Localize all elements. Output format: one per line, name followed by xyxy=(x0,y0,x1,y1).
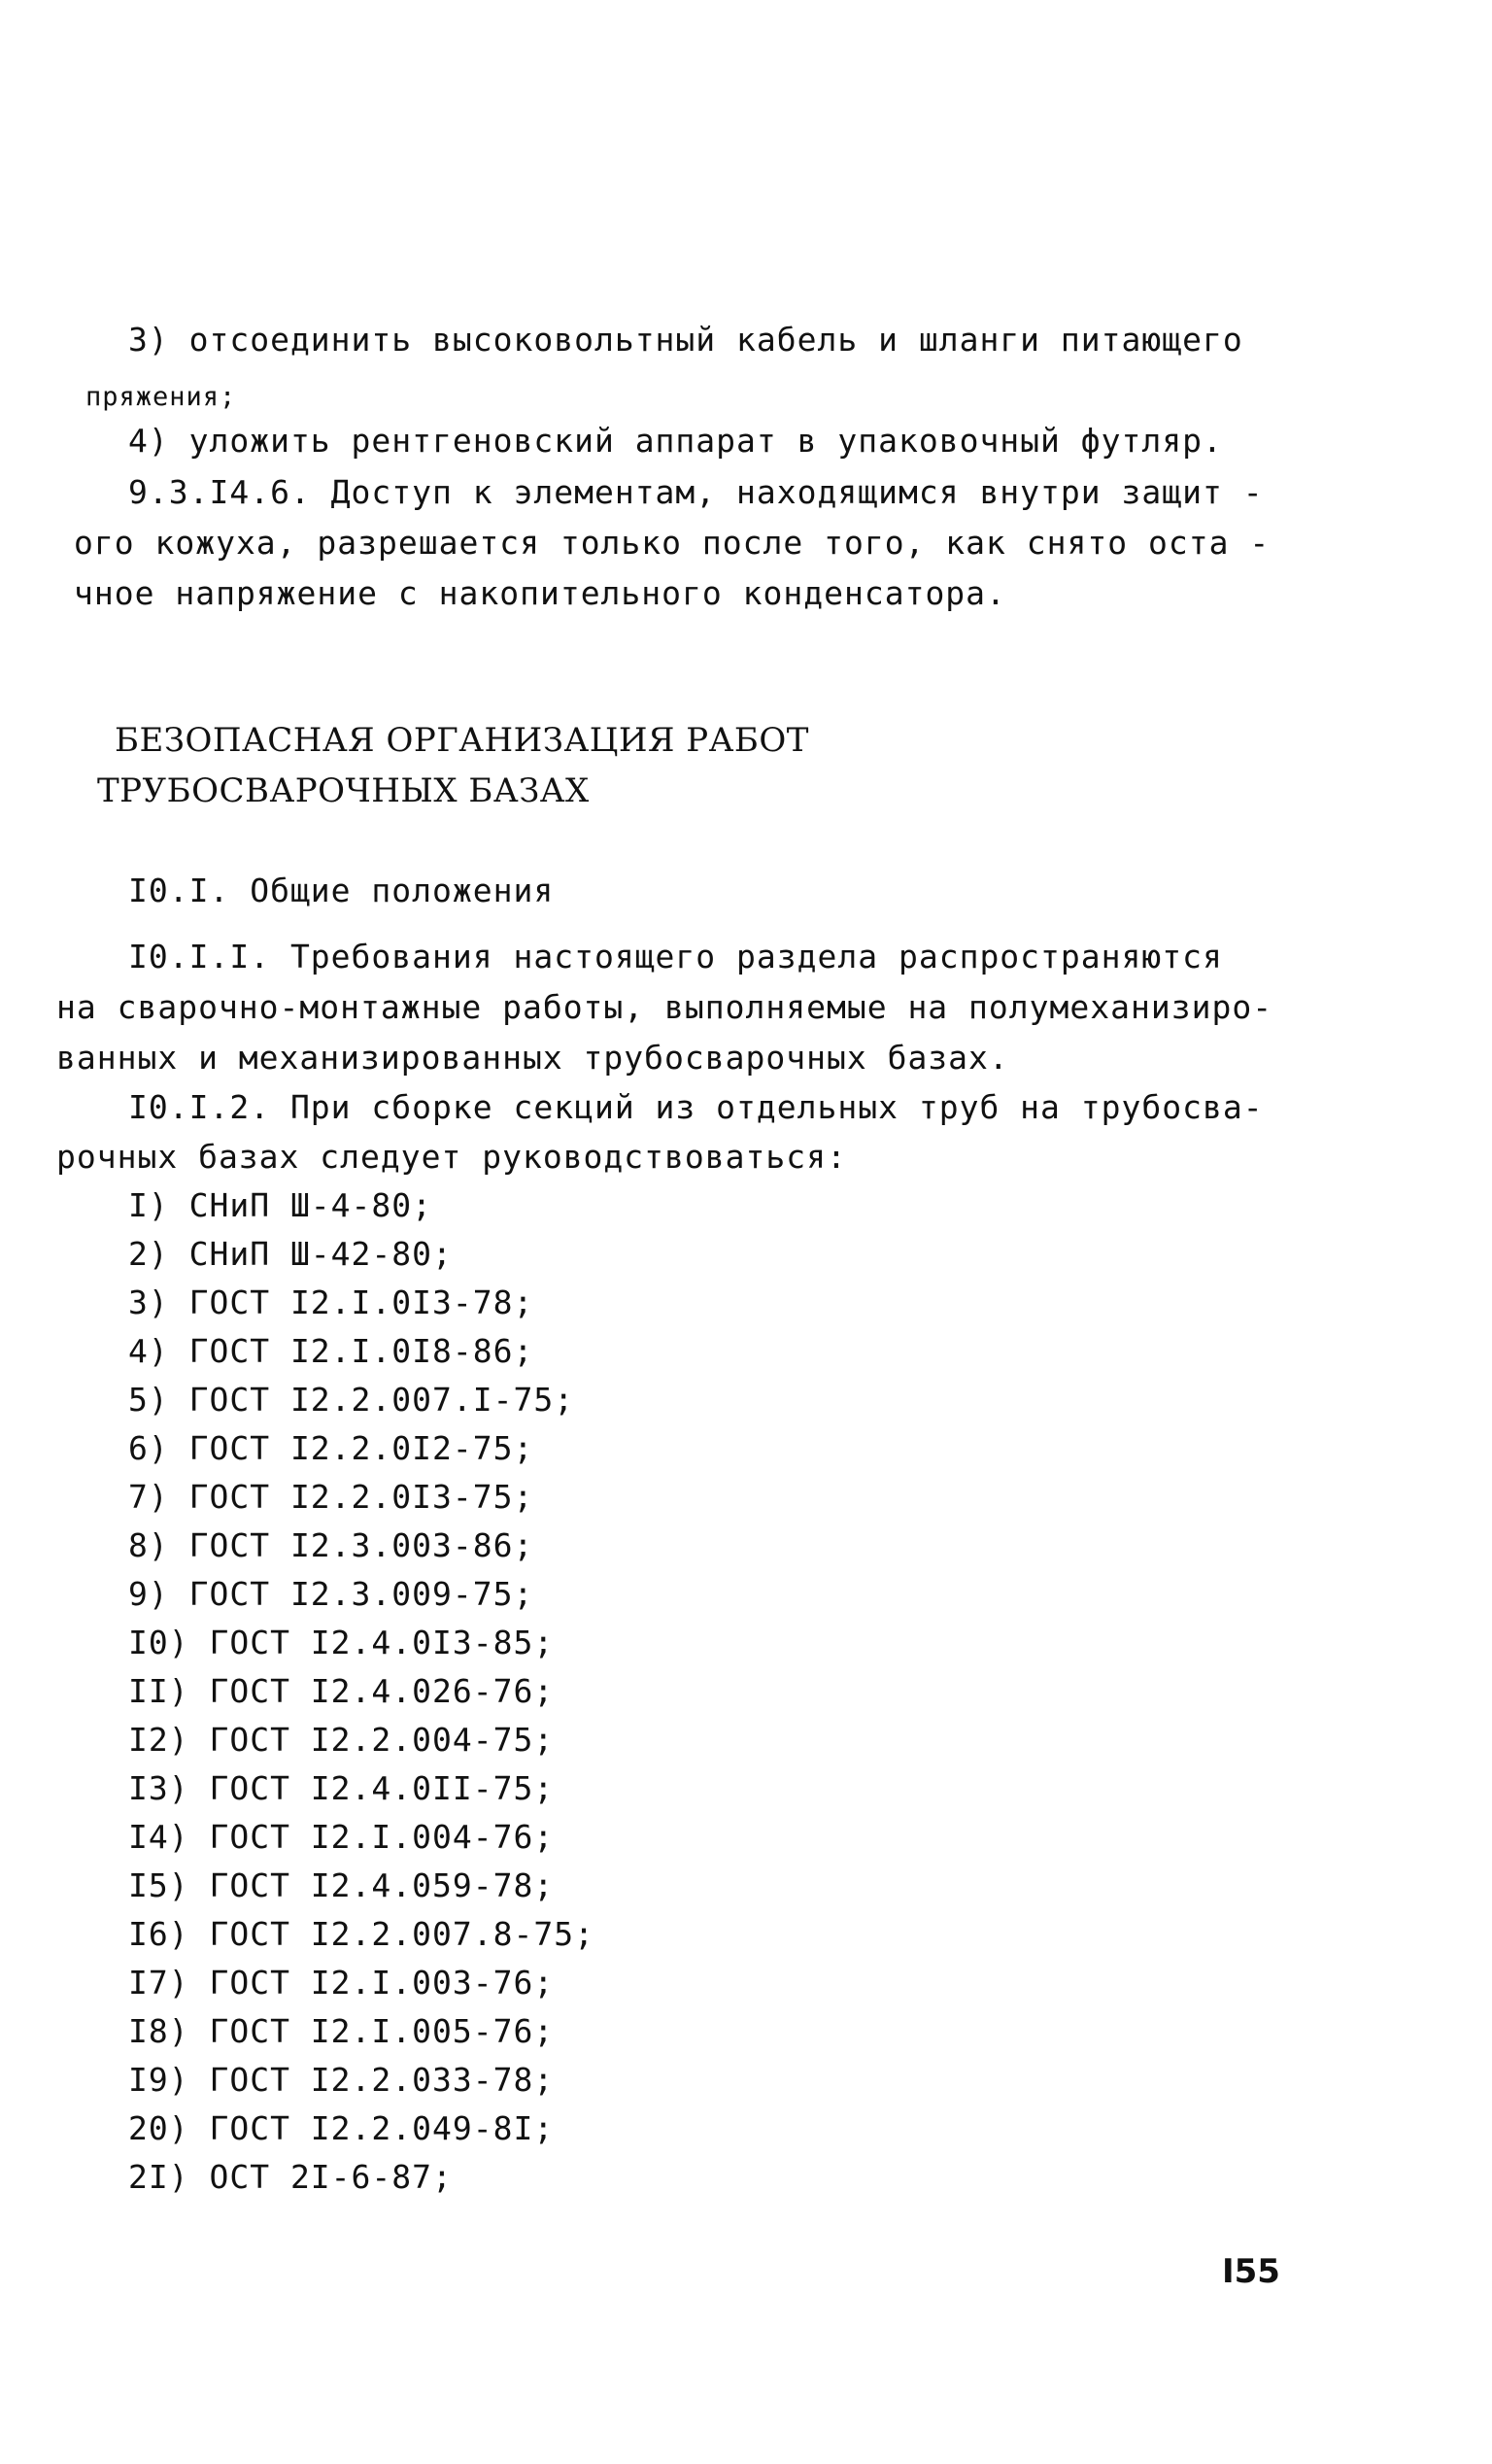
list-item: 6) ГОСТ I2.2.0I2-75; xyxy=(128,1429,534,1467)
list-item: 5) ГОСТ I2.2.007.I-75; xyxy=(128,1381,575,1419)
list-item: I0) ГОСТ I2.4.0I3-85; xyxy=(128,1624,555,1661)
list-item: 9) ГОСТ I2.3.009-75; xyxy=(128,1575,534,1613)
list-item: I) СНиП Ш-4-80; xyxy=(128,1186,433,1224)
list-item: 8) ГОСТ I2.3.003-86; xyxy=(128,1526,534,1564)
list-item: I8) ГОСТ I2.I.005-76; xyxy=(128,2012,555,2050)
text-line: 3) отсоединить высоковольтный кабель и шланги питающего xyxy=(128,321,1243,359)
list-item: 7) ГОСТ I2.2.0I3-75; xyxy=(128,1478,534,1516)
paragraph-line: на сварочно-монтажные работы, выполняемые на полумеханизиро- xyxy=(56,988,1273,1026)
list-item: 2I) ОСТ 2I-6-87; xyxy=(128,2158,453,2196)
list-item: II) ГОСТ I2.4.026-76; xyxy=(128,1672,555,1710)
paragraph-line: ванных и механизированных трубосварочных базах. xyxy=(56,1039,1009,1077)
list-item: 4) ГОСТ I2.I.0I8-86; xyxy=(128,1332,534,1370)
paragraph-line: I0.I.I. Требования настоящего раздела распространяются xyxy=(128,938,1223,975)
paragraph-line: рочных базах следует руководствоваться: xyxy=(56,1138,847,1176)
text-line: ого кожуха, разрешается только после того, как снято оста - xyxy=(74,524,1271,562)
list-item: I7) ГОСТ I2.I.003-76; xyxy=(128,1964,555,2002)
text-line: 4) уложить рентгеновский аппарат в упаковочный футляр. xyxy=(128,422,1223,460)
text-line: 9.3.I4.6. Доступ к элементам, находящимся внутри защит - xyxy=(128,473,1264,511)
list-item: 3) ГОСТ I2.I.0I3-78; xyxy=(128,1283,534,1321)
list-item: I6) ГОСТ I2.2.007.8-75; xyxy=(128,1915,594,1953)
list-item: 20) ГОСТ I2.2.049-8I; xyxy=(128,2109,555,2147)
list-item: I4) ГОСТ I2.I.004-76; xyxy=(128,1818,555,1856)
text-line: пряжения; xyxy=(85,382,237,412)
list-item: I9) ГОСТ I2.2.033-78; xyxy=(128,2061,555,2099)
paragraph-line: I0.I.2. При сборке секций из отдельных труб на трубосва- xyxy=(128,1088,1264,1126)
section-heading-line: БЕЗОПАСНАЯ ОРГАНИЗАЦИЯ РАБОТ xyxy=(115,721,809,760)
list-item: 2) СНиП Ш-42-80; xyxy=(128,1235,453,1273)
list-item: I2) ГОСТ I2.2.004-75; xyxy=(128,1721,555,1759)
list-item: I3) ГОСТ I2.4.0II-75; xyxy=(128,1769,555,1807)
list-item: I5) ГОСТ I2.4.059-78; xyxy=(128,1866,555,1904)
page-number: I55 xyxy=(1222,2252,1280,2291)
subsection-title: I0.I. Общие положения xyxy=(128,872,555,909)
section-heading-line: ТРУБОСВАРОЧНЫХ БАЗАХ xyxy=(97,771,590,810)
text-line: чное напряжение с накопительного конденсатора. xyxy=(74,574,1006,612)
